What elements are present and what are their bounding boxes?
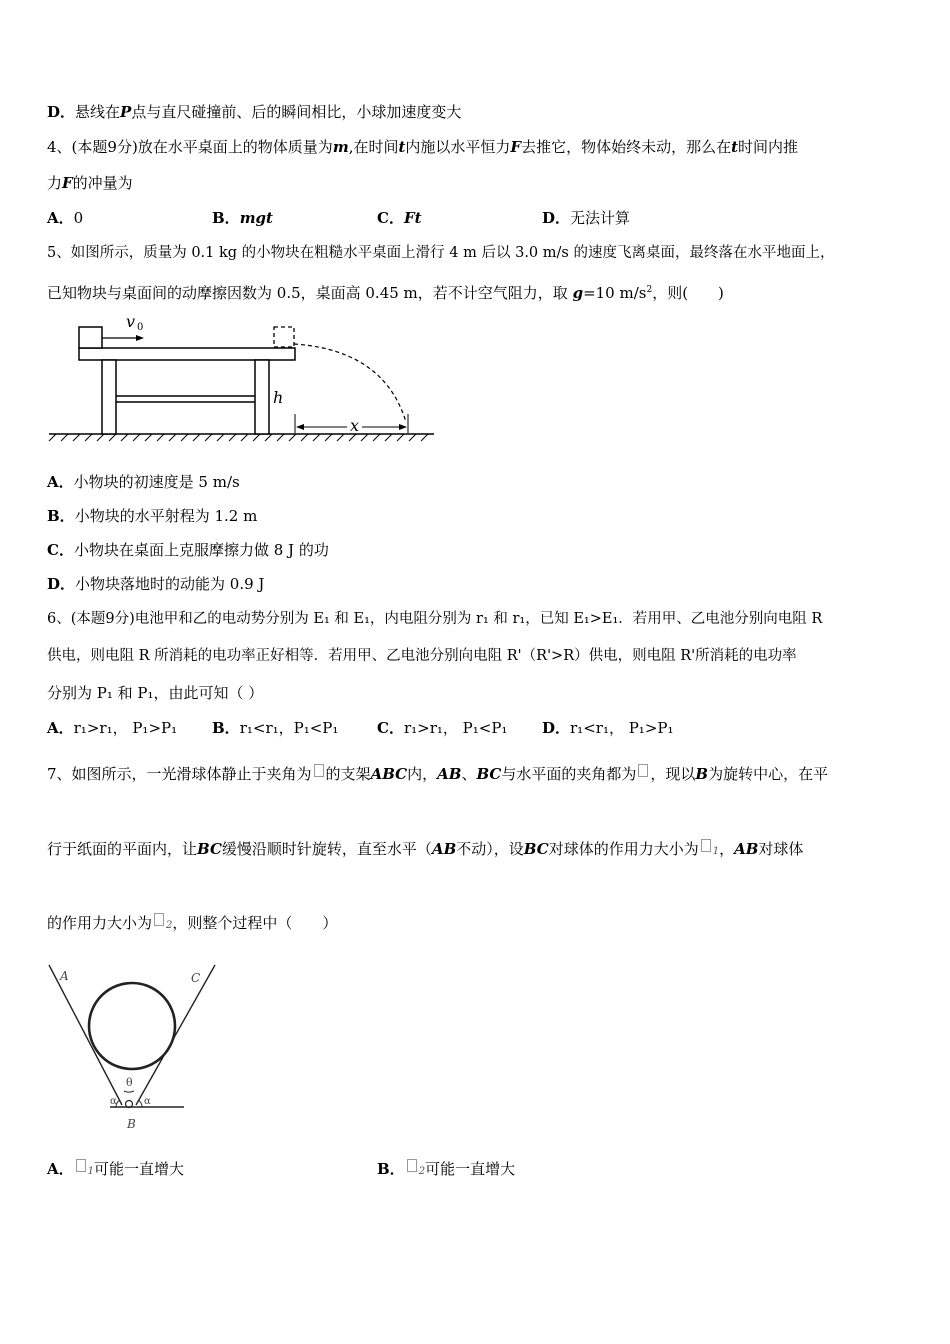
- q5-stem-line1: 5、如图所示，质量为 0.1 kg 的小物块在粗糙水平桌面上滑行 4 m 后以 3.0 m/s 的速度飞离桌面，最终落在水平地面上，: [47, 245, 835, 261]
- block: [79, 327, 102, 348]
- table-leg-left: [102, 360, 116, 434]
- label-a: A: [60, 969, 69, 983]
- q4-option-d: D．无法计算: [542, 209, 631, 227]
- label-alpha-right: α: [144, 1096, 151, 1107]
- q3-option-d: D．悬线在P点与直尺碰撞前、后的瞬间相比，小球加速度变大: [47, 103, 462, 121]
- alpha-placeholder: [638, 764, 648, 777]
- f2-placeholder: [154, 913, 164, 926]
- q6-stem-line2: 供电，则电阻 R 所消耗的电功率正好相等．若用甲、乙电池分别向电阻 R'（R'>R）供电，则电阻 R'所消耗的电功率: [47, 648, 797, 664]
- q7-sphere-figure: [44, 958, 201, 1134]
- q7-option-b: B． 2可能一直增大: [377, 1160, 516, 1178]
- q5-option-c: C．小物块在桌面上克服摩擦力做 8 J 的功: [47, 541, 329, 559]
- q6-option-a: A．r₁>r₁， P₁>P₁: [47, 719, 178, 737]
- q7-stem-line2: 行于纸面的平面内，让BC缓慢沿顺时针旋转，直至水平（AB不动），设BC对球体的作用力大小为 1，AB对球体: [47, 840, 804, 858]
- q4-stem-line2: 力F的冲量为: [47, 174, 133, 192]
- q6-stem-line1: 6、(本题9分)电池甲和乙的电动势分别为 E₁ 和 E₁，内电阻分别为 r₁ 和 r₁，已知 E₁>E₁．若用甲、乙电池分别向电阻 R: [47, 611, 823, 627]
- q6-stem-line3: 分别为 P₁ 和 P₁，由此可知（ ）: [47, 684, 264, 702]
- theta-placeholder: [314, 764, 324, 777]
- q6-option-d: D．r₁<r₁， P₁>P₁: [542, 719, 674, 737]
- q5-option-b: B．小物块的水平射程为 1.2 m: [47, 507, 258, 525]
- f1-placeholder: [701, 839, 711, 852]
- q4-stem-line1: 4、(本题9分)放在水平桌面上的物体质量为m,在时间t内施以水平恒力F去推它，物体始终未动，那么在t时间内推: [47, 138, 799, 156]
- q7-stem-line3: 的作用力大小为 2，则整个过程中（ ）: [47, 914, 338, 932]
- x-label: x: [350, 416, 360, 435]
- svg-text:0: 0: [137, 322, 144, 333]
- f2-placeholder: [407, 1159, 417, 1172]
- q5-table-figure: [44, 310, 444, 445]
- q7-stem-line1: 7、如图所示，一光滑球体静止于夹角为 的支架ABC内，AB、BC与水平面的夹角都为 ，现以B为旋转中心，在平: [47, 765, 829, 783]
- q4-option-b: B．mgt: [212, 209, 273, 227]
- q6-option-c: C．r₁>r₁， P₁<P₁: [377, 719, 508, 737]
- q7-option-a: A． 1可能一直增大: [47, 1160, 185, 1178]
- q6-option-b: B．r₁<r₁，P₁<P₁: [212, 719, 339, 737]
- table-leg-right: [255, 360, 269, 434]
- q5-option-a: A．小物块的初速度是 5 m/s: [47, 473, 240, 491]
- arm-ab: [49, 965, 122, 1105]
- label-theta: θ: [126, 1076, 133, 1089]
- sphere: [89, 983, 175, 1069]
- h-label: h: [273, 388, 284, 407]
- label-b: B: [127, 1117, 136, 1131]
- f1-placeholder: [76, 1159, 86, 1172]
- v0-label: v: [126, 312, 136, 331]
- label-alpha-left: α: [110, 1096, 117, 1107]
- q5-stem-line2: 已知物块与桌面间的动摩擦因数为 0.5，桌面高 0.45 m，若不计空气阻力，取 g=10 $m/s^2$，则( ): [47, 284, 724, 302]
- option-letter: D．: [47, 103, 76, 121]
- q5-option-d: D．小物块落地时的动能为 0.9 J: [47, 575, 265, 593]
- ground-hatching: [49, 434, 428, 441]
- q4-option-c: C．Ft: [377, 209, 422, 227]
- label-c: C: [191, 971, 201, 985]
- dashed-block: [274, 327, 294, 347]
- q4-option-a: A．0: [47, 209, 84, 227]
- trajectory-curve: [294, 344, 406, 422]
- table-top: [79, 348, 295, 360]
